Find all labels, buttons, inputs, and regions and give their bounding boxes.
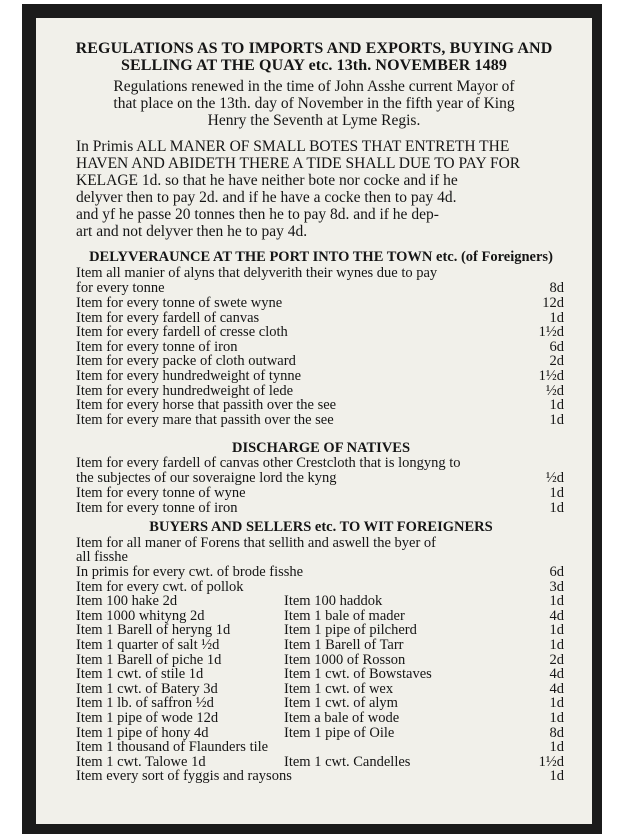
item-value: 2d: [549, 353, 564, 370]
item-text: Item for every horse that passith over the see: [76, 397, 337, 414]
item-text: Item 1 pipe of hony 4d: [76, 724, 209, 741]
item-text: Item for every hundredweight of lede: [76, 382, 294, 399]
kelage-line-4: delyver then to pay 2d. and if he have a cocke then to pay 4d.: [76, 189, 457, 206]
item-text: Item for every tonne of swete wyne: [76, 295, 283, 311]
item-value: 12d: [542, 295, 564, 311]
foreigners-intro-line-1: Item all manier of alyns that delyverith their wynes due to pay: [76, 265, 438, 281]
intro-line-3: Henry the Seventh at Lyme Regis.: [207, 112, 421, 129]
item-text: Item 1 lb. of saffron ½d: [76, 695, 214, 712]
item-value: 6d: [549, 564, 564, 580]
item-value: 1d: [549, 485, 564, 501]
item-text-second: Item 1 bale of mader: [284, 607, 405, 624]
item-text: Item for every hundredweight of tynne: [76, 368, 302, 384]
item-text: Item for every fardell of canvas: [76, 309, 260, 326]
kelage-line-2: HAVEN AND ABIDETH THERE A TIDE SHALL DUE TO PAY FOR: [76, 155, 521, 172]
kelage-line-1: In Primis ALL MANER OF SMALL BOTES THAT ENTRETH THE: [76, 138, 510, 155]
item-text: Item 1 Barell of piche 1d: [76, 651, 222, 668]
item-value: 1d: [549, 739, 564, 756]
item-value: 3d: [549, 578, 564, 595]
item-value: 1½d: [538, 324, 564, 341]
item-text: Item 1 thousand of Flaunders tile: [76, 739, 269, 756]
item-text: Item 1 cwt. of Batery 3d: [76, 680, 218, 697]
item-value: 1d: [549, 593, 564, 610]
item-value: 8d: [549, 724, 564, 741]
item-text: Item 1 pipe of wode 12d: [76, 710, 219, 726]
item-text-second: Item 1 cwt. Candelles: [284, 753, 411, 770]
intro-line-1: Regulations renewed in the time of John Asshe current Mayor of: [113, 78, 515, 95]
item-text: Item for every cwt. of pollok: [76, 578, 244, 595]
item-value: 1d: [549, 411, 564, 428]
buyers-intro-line-2: all fisshe: [76, 549, 128, 565]
item-value: 6d: [549, 338, 564, 355]
natives-item-value: ½d: [545, 470, 564, 486]
item-text: In primis for every cwt. of brode fisshe: [76, 564, 304, 580]
item-value: 1½d: [538, 753, 564, 770]
item-text: Item 1 quarter of salt ½d: [76, 637, 220, 653]
item-text: Item for every tonne of wyne: [76, 485, 246, 501]
item-text: Item for every mare that passith over the see: [76, 411, 334, 428]
item-value: 1d: [549, 710, 564, 726]
item-text-second: Item 1000 of Rosson: [284, 651, 406, 668]
item-text: Item for every tonne of iron: [76, 499, 238, 516]
item-text: Item every sort of fyggis and raysons: [76, 768, 292, 785]
item-text-second: Item a bale of wode: [284, 710, 400, 726]
kelage-line-6: art and not delyver then he to pay 4d.: [76, 223, 308, 240]
item-text: Item 1 Barell of heryng 1d: [76, 622, 231, 639]
title-line-2: SELLING AT THE QUAY etc. 13th. NOVEMBER 1489: [121, 57, 507, 74]
item-text-second: Item 100 haddok: [284, 593, 383, 610]
natives-heading: DISCHARGE OF NATIVES: [231, 440, 411, 456]
item-value: 1d: [549, 309, 564, 326]
item-value: 1d: [549, 637, 564, 653]
item-value: 4d: [549, 666, 564, 683]
kelage-line-3: KELAGE 1d. so that he have neither bote nor cocke and if he: [76, 172, 458, 189]
item-text-second: Item 1 Barell of Tarr: [284, 637, 404, 653]
item-text: Item 1000 whityng 2d: [76, 607, 205, 624]
item-text-second: Item 1 pipe of pilcherd: [284, 622, 417, 639]
item-text: Item for every fardell of cresse cloth: [76, 324, 288, 341]
item-text-second: Item 1 cwt. of alym: [284, 695, 398, 712]
item-value: ½d: [545, 382, 564, 399]
item-value: 1d: [549, 622, 564, 639]
item-value: 4d: [549, 607, 564, 624]
item-text: Item 100 hake 2d: [76, 593, 178, 610]
buyers-intro-line-1: Item for all maner of Forens that sellith and aswell the byer of: [76, 535, 436, 551]
item-value: 1d: [549, 695, 564, 712]
item-text: Item for every tonne of iron: [76, 338, 238, 355]
foreigners-intro-value: 8d: [549, 280, 564, 296]
item-text: Item 1 cwt. of stile 1d: [76, 666, 204, 683]
item-value: 2d: [549, 651, 564, 668]
item-text: Item for every packe of cloth outward: [76, 353, 296, 370]
foreigners-heading: DELYVERAUNCE AT THE PORT INTO THE TOWN etc. (of Foreigners): [89, 249, 553, 265]
item-text-second: Item 1 cwt. of wex: [284, 680, 394, 697]
buyers-heading: BUYERS AND SELLERS etc. TO WIT FOREIGNERS: [149, 519, 493, 535]
kelage-line-5: and yf he passe 20 tonnes then he to pay 8d. and if he dep-: [76, 206, 439, 223]
natives-item-line-1: Item for every fardell of canvas other Crestcloth that is longyng to: [76, 455, 461, 471]
item-value: 1d: [549, 499, 564, 516]
foreigners-intro-line-2: for every tonne: [76, 280, 165, 296]
item-text-second: Item 1 pipe of Oile: [284, 724, 395, 741]
item-text-second: Item 1 cwt. of Bowstaves: [284, 666, 432, 683]
regulations-board: [36, 18, 592, 824]
item-value: 4d: [549, 680, 564, 697]
title-line-1: REGULATIONS AS TO IMPORTS AND EXPORTS, BUYING AND: [75, 40, 553, 57]
item-text: Item 1 cwt. Talowe 1d: [76, 753, 206, 770]
item-value: 1d: [549, 768, 564, 785]
natives-item-line-2: the subjectes of our soveraigne lord the kyng: [76, 470, 337, 486]
item-value: 1d: [549, 397, 564, 414]
item-value: 1½d: [538, 368, 564, 384]
intro-line-2: that place on the 13th. day of November in the fifth year of King: [113, 95, 515, 112]
